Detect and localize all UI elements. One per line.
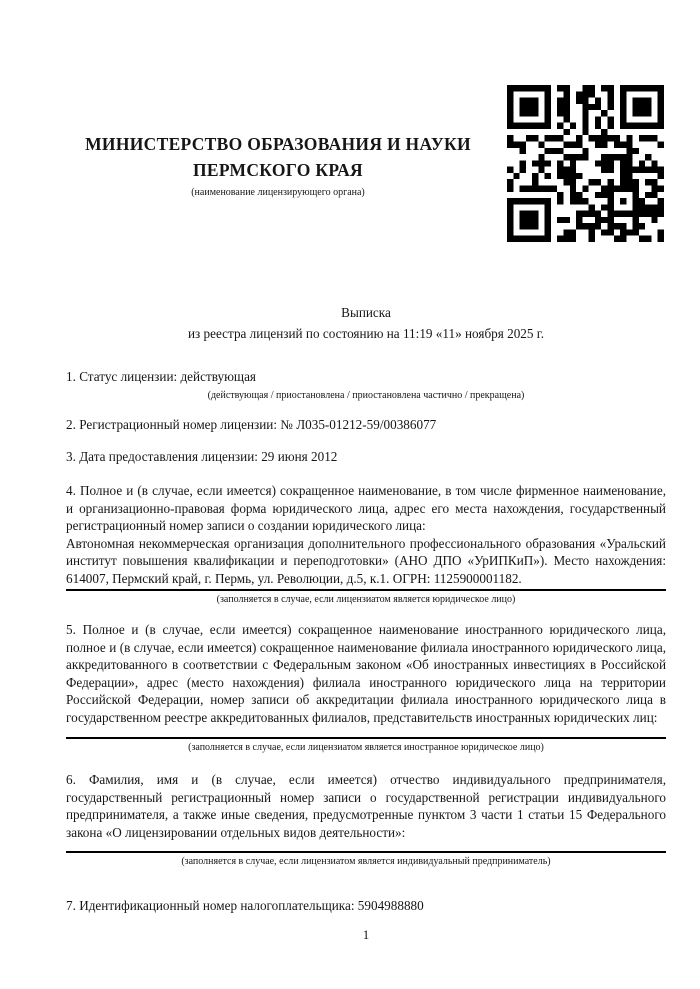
ministry-name-line2: ПЕРМСКОГО КРАЯ [193,160,363,180]
qr-code-pattern [507,85,664,242]
page-number: 1 [362,927,370,942]
legal-entity-label: 4. Полное и (в случае, если имеется) сокращенное наименование, в том числе фирменное наименование, и организационно-правовая форма юридического лица, адрес его места нахождения, государственный регистрационный номер записи о создании юридического лица: [66,483,666,534]
fill-in-line [66,841,666,853]
document-title [66,302,666,344]
document-title-line2: из реестра лицензий по состоянию на 11:19 «11» ноября 2025 г. [187,326,545,341]
qr-code-icon [507,85,664,242]
entrepreneur-section [66,771,666,868]
licensing-authority-caption: (наименование лицензирующего органа) [191,187,365,198]
license-status-field: 1. Статус лицензии: действующая [66,369,257,384]
registration-number-field: 2. Регистрационный номер лицензии: № Л035-01212-59/00386077 [66,417,437,432]
license-grant-date-field: 3. Дата предоставления лицензии: 29 июня 2012 [66,449,338,464]
fill-in-line [66,727,666,739]
entrepreneur-caption: (заполняется в случае, если лицензиатом является индивидуальный предприниматель) [181,856,551,868]
ministry-header [56,131,500,199]
entrepreneur-label: 6. Фамилия, имя и (в случае, если имеется) отчество индивидуального предпринимателя, государственный регистрационный номер записи о государственной регистрации индивидуального предпринимателя, а также иные сведения, предусмотренные пунктом 3 части 1 статьи 15 Федерального закона «О лицензировании отдельных видов деятельности»: [66,772,666,840]
foreign-entity-label: 5. Полное и (в случае, если имеется) сокращенное наименование иностранного юридического лица, полное и (в случае, если имеется) сокращенное наименование филиала иностранного юридического лица, аккредитованного в соответствии с Федеральным законом «Об иностранных инвестициях в Российской Федерации», адрес (место нахождения) филиала иностранного юридического лица на территории Российской Федерации, номер записи об аккредитации филиала иностранного юридического лица в государственном реестре аккредитованных филиалов, представительств иностранных юридических лиц: [66,622,666,725]
license-status-options-caption: (действующая / приостановлена / приостановлена частично / прекращена) [207,390,525,401]
foreign-entity-caption: (заполняется в случае, если лицензиатом является иностранное юридическое лицо) [188,741,544,753]
foreign-entity-section [66,621,666,754]
legal-entity-section [66,482,666,606]
ministry-name-line1: МИНИСТЕРСТВО ОБРАЗОВАНИЯ И НАУКИ [85,134,471,154]
fill-in-line [66,589,666,591]
legal-entity-caption: (заполняется в случае, если лицензиатом является юридическое лицо) [216,593,516,605]
taxpayer-id-field: 7. Идентификационный номер налогоплательщика: 5904988880 [66,898,424,913]
legal-entity-value: Автономная некоммерческая организация дополнительного профессионального образования «Уральский институт повышения квалификации и переподготовки» (АНО ДПО «УрИПКиП»). Место нахождения: 614007, Пермский край, г. Пермь, ул. Революции, д.5, к.1. ОГРН: 1125900001182. [66,535,666,586]
document-title-line1: Выписка [341,305,391,320]
